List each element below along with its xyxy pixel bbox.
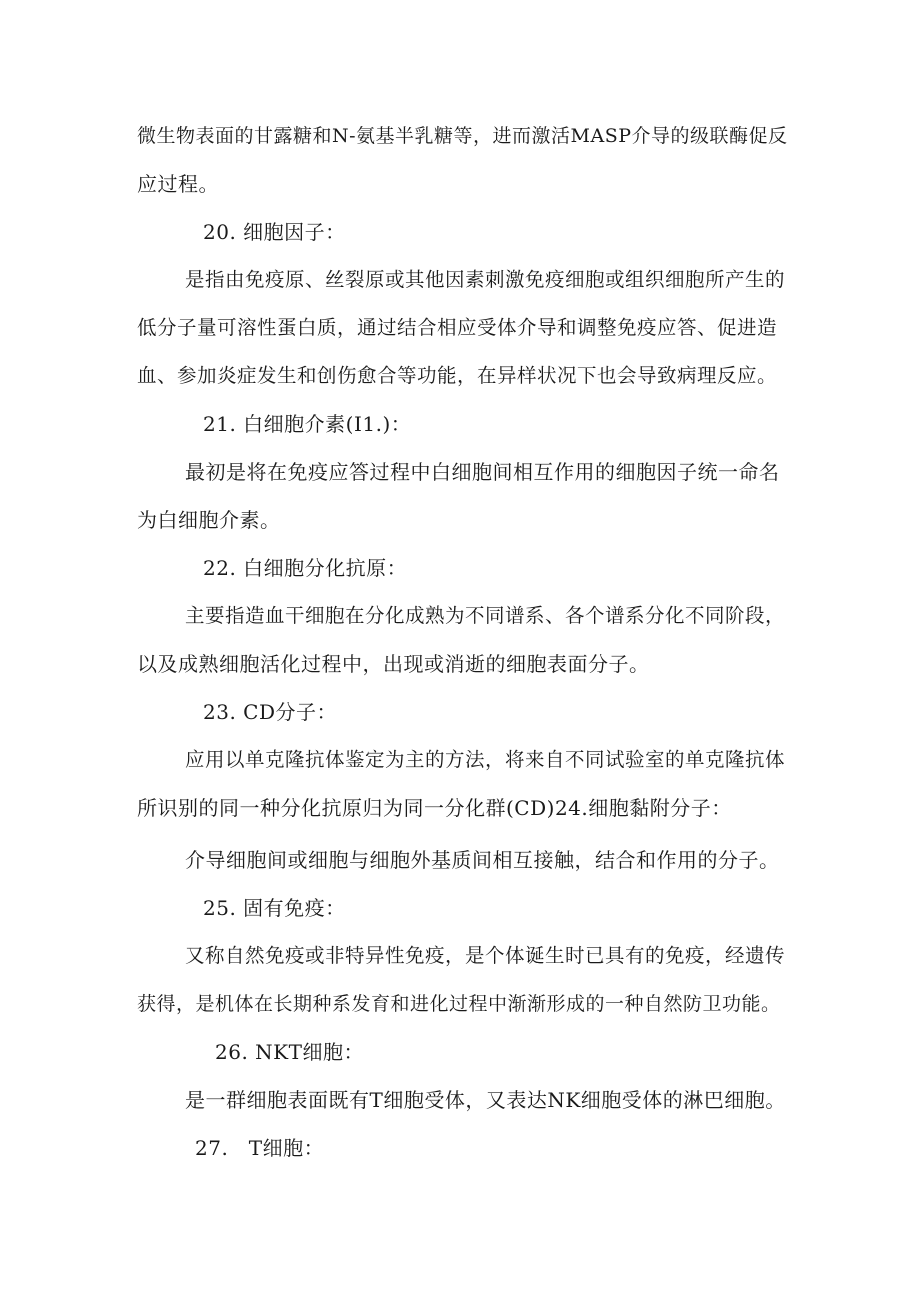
paragraph-line-21: 是一群细胞表面既有T细胞受体，又表达NK细胞受体的淋巴细胞。 (185, 1088, 786, 1112)
heading-22-leukocyte-differentiation-antigen: 22. 白细胞分化抗原： (203, 556, 408, 580)
paragraph-line-6: 血、参加炎症发生和创伤愈合等功能，在异样状况下也会导致病理反应。 (137, 364, 778, 387)
paragraph-line-1: 微生物表面的甘露糖和N-氨基半乳糖等，进而激活MASP介导的级联酶促反 (137, 125, 788, 147)
paragraph-line-11: 主要指造血干细胞在分化成熟为不同谱系、各个谱系分化不同阶段， (185, 604, 786, 627)
heading-26-nkt-cell: 26. NKT细胞： (215, 1040, 364, 1064)
paragraph-line-9: 为白细胞介素。 (137, 508, 281, 532)
heading-23-cd-molecule: 23. CD分子： (203, 700, 338, 724)
heading-25-innate-immunity: 25. 固有免疫： (203, 896, 346, 920)
heading-20-cytokine: 20. 细胞因子： (203, 220, 346, 244)
paragraph-line-15: 所识别的同一种分化抗原归为同一分化群(CD)24.细胞黏附分子： (137, 796, 732, 820)
paragraph-line-12: 以及成熟细胞活化过程中，出现或消逝的细胞表面分子。 (137, 652, 650, 676)
paragraph-line-5: 低分子量可溶性蛋白质，通过结合相应受体介导和调整免疫应答、促进造 (137, 316, 778, 339)
paragraph-line-2: 应过程。 (137, 172, 219, 196)
heading-27-t-cell: 27. T细胞： (195, 1136, 325, 1160)
paragraph-line-19: 获得，是机体在长期种系发育和进化过程中渐渐形成的一种自然防卫功能。 (137, 993, 781, 1015)
paragraph-line-4: 是指由免疫原、丝裂原或其他因素刺激免疫细胞或组织细胞所产生的 (185, 268, 786, 291)
paragraph-line-8: 最初是将在免疫应答过程中白细胞间相互作用的细胞因子统一命名 (185, 460, 780, 484)
paragraph-line-18: 又称自然免疫或非特异性免疫，是个体诞生时已具有的免疫，经遗传 (185, 944, 786, 967)
paragraph-line-16: 介导细胞间或细胞与细胞外基质间相互接触，结合和作用的分子。 (185, 848, 780, 872)
heading-21-interleukin: 21. 白细胞介素(I1.)： (203, 412, 412, 436)
paragraph-line-14: 应用以单克隆抗体鉴定为主的方法，将来自不同试验室的单克隆抗体 (185, 748, 786, 771)
